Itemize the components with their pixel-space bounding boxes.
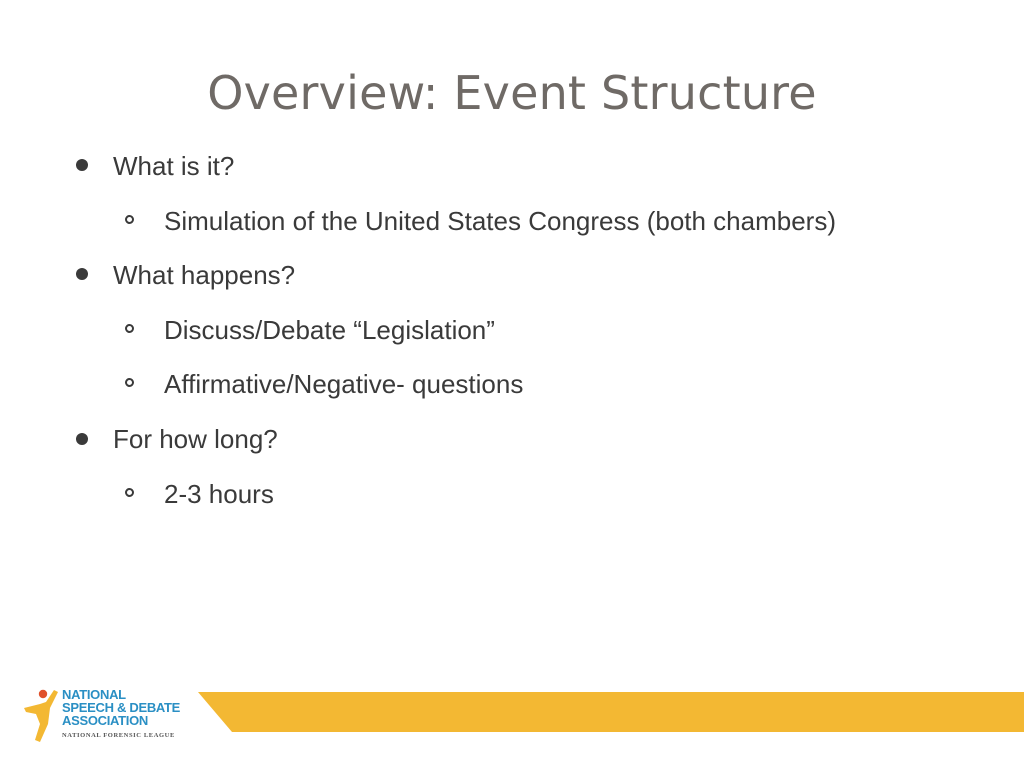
bullet-ring-icon	[125, 324, 134, 333]
bullet-item: What happens?	[113, 260, 296, 290]
bullet-subitem: 2-3 hours	[164, 479, 274, 509]
bullet-dot-icon	[76, 433, 88, 445]
bullet-subitem: Simulation of the United States Congress (both chambers)	[164, 206, 837, 236]
bullet-subitem: Affirmative/Negative- questions	[164, 369, 524, 399]
bullet-item: For how long?	[113, 424, 278, 454]
logo-subtitle: NATIONAL FORENSIC LEAGUE	[62, 732, 175, 739]
nsda-logo	[22, 684, 192, 746]
bullet-item: What is it?	[113, 151, 235, 181]
speaker-figure-icon	[22, 684, 62, 746]
bullet-ring-icon	[125, 488, 134, 497]
bullet-ring-icon	[125, 215, 134, 224]
footer-band	[198, 692, 1024, 732]
logo-line-national: NATIONAL	[62, 687, 126, 702]
logo-line-association: ASSOCIATION	[62, 713, 149, 728]
slide-title: Overview: Event Structure	[207, 66, 817, 120]
bullet-ring-icon	[125, 378, 134, 387]
bullet-subitem: Discuss/Debate “Legislation”	[164, 315, 495, 345]
bullet-dot-icon	[76, 268, 88, 280]
bullet-dot-icon	[76, 159, 88, 171]
logo-line-speech-debate: SPEECH & DEBATE	[62, 700, 181, 715]
